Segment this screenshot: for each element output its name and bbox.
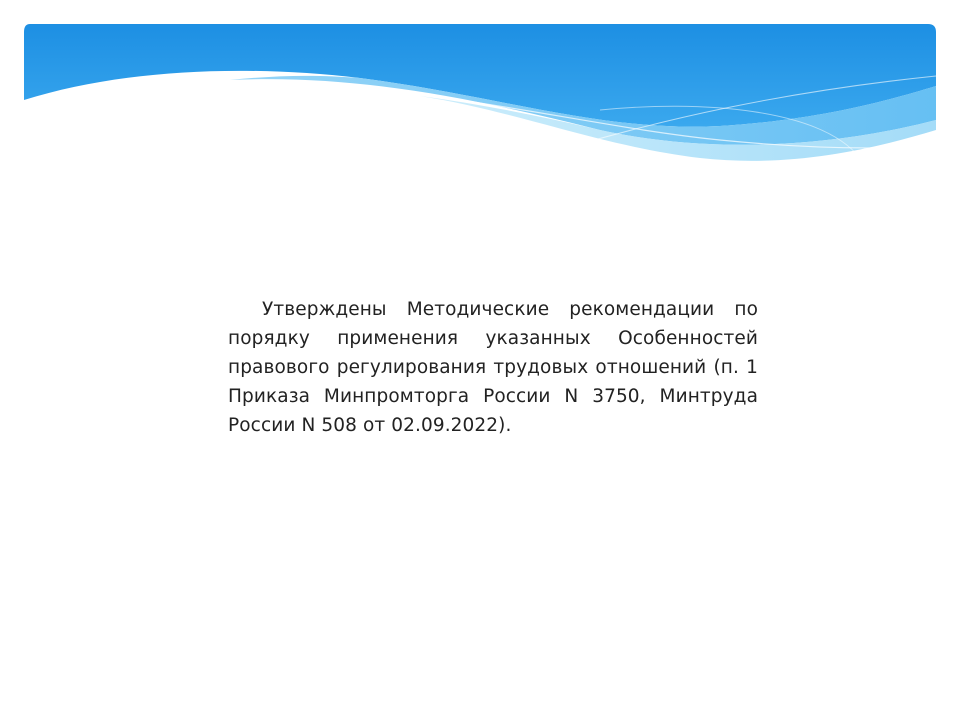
header-wave-decoration (0, 0, 960, 200)
body-paragraph: Утверждены Методические рекомендации по порядку применения указанных Особенностей правового регулирования трудовых отношений (п. 1 Приказа Минпромторга России N 3750, Минтруда России N 508 от 02.09.2022). (228, 298, 758, 436)
wave-band-dark (24, 24, 936, 127)
